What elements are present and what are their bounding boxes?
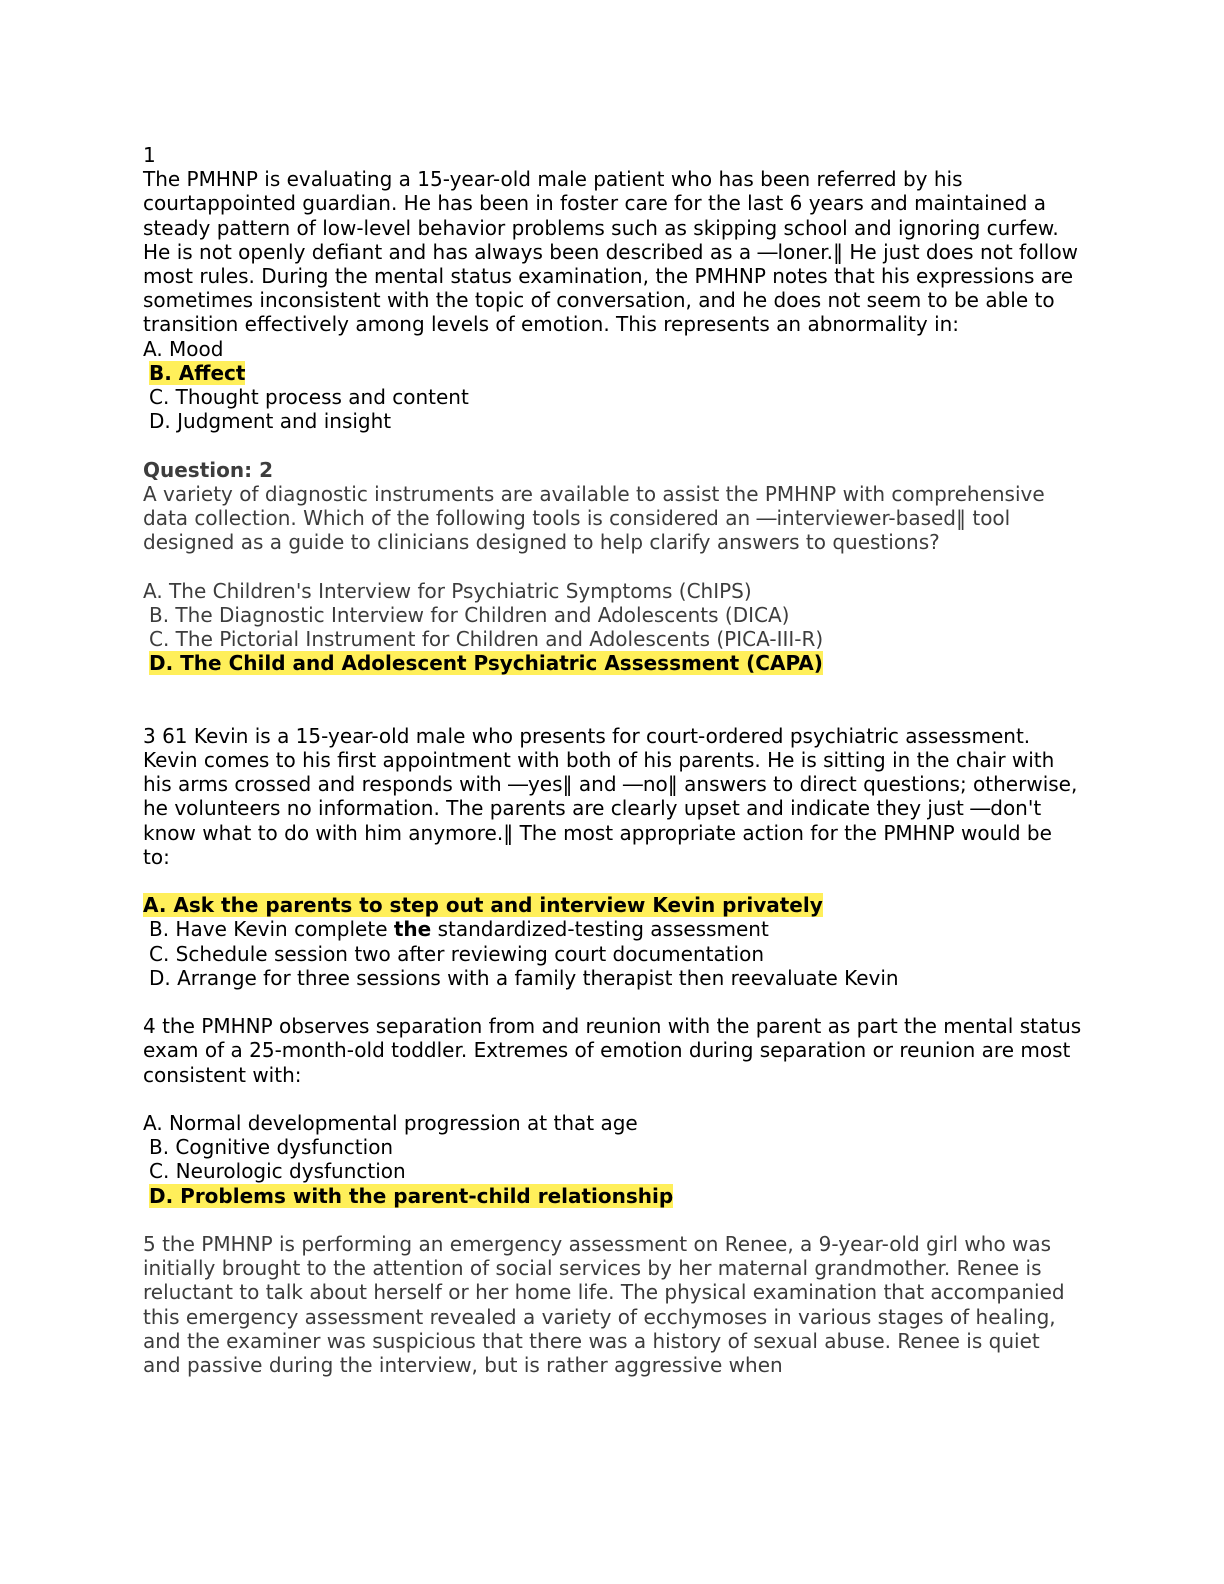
question-5 [143,1232,1083,1377]
question-4-option-b: B. Cognitive dysfunction [149,1135,394,1160]
question-2-answer-highlight: D. The Child and Adolescent Psychiatric Assessment (CAPA) [149,651,823,676]
question-3-option-c: C. Schedule session two after reviewing court documentation [149,941,765,966]
question-1-option-d: D. Judgment and insight [149,409,392,434]
question-5-stem: 5 the PMHNP is performing an emergency assessment on Renee, a 9-year-old girl who was initially brought to the attention of social services by her maternal grandmother. Renee is reluctant to talk about herself or her home life. The physical examination that accompanied this emergency assessment revealed a variety of ecchymoses in various stages of healing, and the examiner was suspicious that there was a history of sexual abuse. Renee is quiet and passive during the interview, but is rather aggressive when [143,1232,1065,1378]
question-3-option-b [143,917,1083,941]
question-2-option-d [143,651,1083,675]
question-4 [143,1014,1083,1208]
question-2-option-a: A. The Children's Interview for Psychiatric Symptoms (ChIPS) [143,578,752,603]
question-3-option-b-bold: the [393,917,432,942]
question-1 [143,143,1083,433]
question-4-option-c: C. Neurologic dysfunction [149,1159,406,1184]
question-3-option-b-pre: B. Have Kevin complete [149,917,394,942]
document-page [143,143,1083,1377]
question-3-option-d: D. Arrange for three sessions with a family therapist then reevaluate Kevin [149,965,899,990]
question-1-stem: The PMHNP is evaluating a 15-year-old male patient who has been referred by his courtappointed guardian. He has been in foster care for the last 6 years and maintained a steady pattern of low-level behavior problems such as skipping school and ignoring curfew. He is not openly defiant and has always been described as a ―loner.‖ He just does not follow most rules. During the mental status examination, the PMHNP notes that his expressions are sometimes inconsistent with the topic of conversation, and he does not seem to be able to transition effectively among levels of emotion. This represents an abnormality in: [143,167,1079,337]
question-2-stem: A variety of diagnostic instruments are available to assist the PMHNP with comprehensive data collection. Which of the following tools is considered an ―interviewer-based‖ tool designed as a guide to clinicians designed to help clarify answers to questions? [143,481,1045,555]
question-3-option-a [143,893,1083,917]
question-1-option-b [143,361,1083,385]
question-2-option-b: B. The Diagnostic Interview for Children and Adolescents (DICA) [149,602,790,627]
question-2-option-c: C. The Pictorial Instrument for Children and Adolescents (PICA-III-R) [149,627,824,652]
question-4-answer-highlight: D. Problems with the parent-child relationship [149,1183,674,1208]
question-2-title: Question: 2 [143,457,273,482]
question-3-answer-highlight: A. Ask the parents to step out and interview Kevin privately [143,893,823,918]
question-1-answer-highlight: B. Affect [149,360,246,385]
question-4-option-a: A. Normal developmental progression at that age [143,1111,638,1136]
question-1-number: 1 [143,143,156,167]
question-4-option-d [143,1184,1083,1208]
question-1-option-a: A. Mood [143,336,224,361]
question-3 [143,724,1083,990]
question-1-option-c: C. Thought process and content [149,385,469,410]
question-3-stem: 3 61 Kevin is a 15-year-old male who presents for court-ordered psychiatric assessment. Kevin comes to his first appointment with both of his parents. He is sitting in the chair with his arms crossed and responds with ―yes‖ and ―no‖ answers to direct questions; otherwise, he volunteers no information. The parents are clearly upset and indicate they just ―don't know what to do with him anymore.‖ The most appropriate action for the PMHNP would be to: [143,723,1078,869]
question-4-stem: 4 the PMHNP observes separation from and reunion with the parent as part the mental status exam of a 25-month-old toddler. Extremes of emotion during separation or reunion are most consistent with: [143,1014,1082,1087]
question-3-option-b-post: standardized-testing assessment [431,917,769,942]
question-2 [143,458,1083,676]
